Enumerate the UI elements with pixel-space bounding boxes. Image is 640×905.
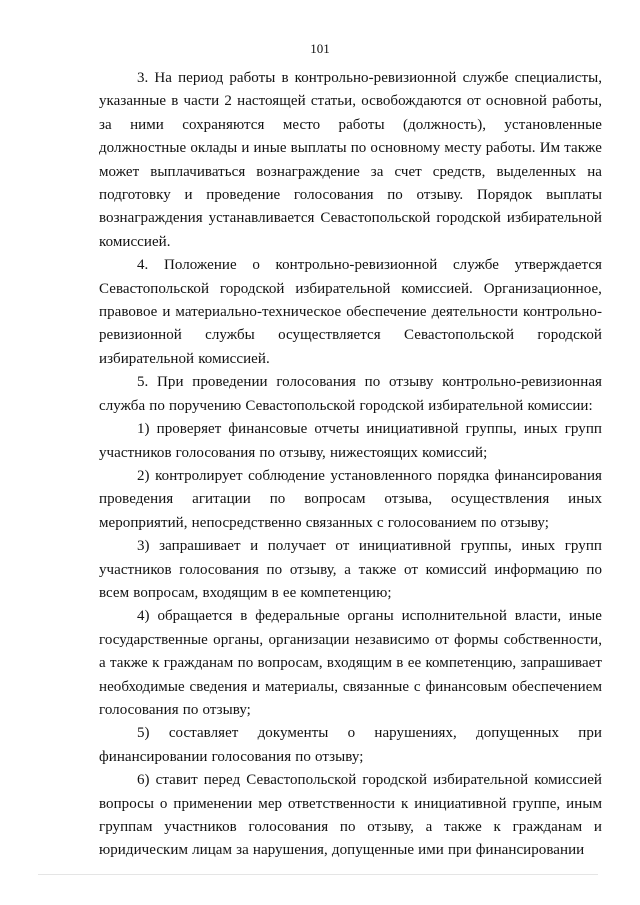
list-item-1-reports: 1) проверяет финансовые отчеты инициативной группы, иных групп участников голосования по отзыву, нижестоящих комиссий; xyxy=(99,421,602,461)
list-item-5-violation-documents: 5) составляет документы о нарушениях, допущенных при финансировании голосования по отзыву; xyxy=(99,725,602,765)
list-item-3-requests: 3) запрашивает и получает от инициативной группы, иных групп участников голосования по отзыву, а также от комиссий информацию по всем вопросам, входящим в ее компетенцию; xyxy=(99,538,602,601)
document-body xyxy=(99,67,602,863)
list-item-6-responsibility: 6) ставит перед Севастопольской городской избирательной комиссией вопросы о применении мер ответственности к инициативной группе, иным группам участников голосования по отзыву, а также к гражданам и юридическим лицам за нарушения, допущенные ими при финансировании xyxy=(99,772,602,859)
scan-edge-line xyxy=(38,874,598,875)
list-item-4-appeals: 4) обращается в федеральные органы исполнительной власти, иные государственные органы, организации независимо от формы собственности, а также к гражданам по вопросам, входящим в ее компетенцию, запрашивает необходимые сведения и материалы, связанные с финансовым обеспечением голосования по отзыву; xyxy=(99,608,602,718)
paragraph-4-regulation: 4. Положение о контрольно-ревизионной службе утверждается Севастопольской городской избирательной комиссией. Организационное, правовое и материально-техническое обеспечение деятельности контрольно-ревизионной службы осуществляется Севастопольской городской избирательной комиссией. xyxy=(99,257,602,367)
page-number: 101 xyxy=(310,41,330,56)
list-item-2-control: 2) контролирует соблюдение установленного порядка финансирования проведения агитации по вопросам отзыва, осуществления иных мероприятий, непосредственно связанных с голосованием по отзыву; xyxy=(99,467,602,531)
paragraph-3-compensation: 3. На период работы в контрольно-ревизионной службе специалисты, указанные в части 2 настоящей статьи, освобождаются от основной работы, за ними сохраняются место работы (должность), установленные должностные оклады и иные выплаты по основному месту работы. Им также может выплачиваться вознаграждение за счет средств, выделенных на подготовку и проведение голосования по отзыву. Порядок выплаты вознаграждения устанавливается Севастопольской городской избирательной комиссией. xyxy=(99,70,602,250)
paragraph-5-intro: 5. При проведении голосования по отзыву контрольно-ревизионная служба по поручению Севастопольской городской избирательной комиссии: xyxy=(99,374,602,414)
